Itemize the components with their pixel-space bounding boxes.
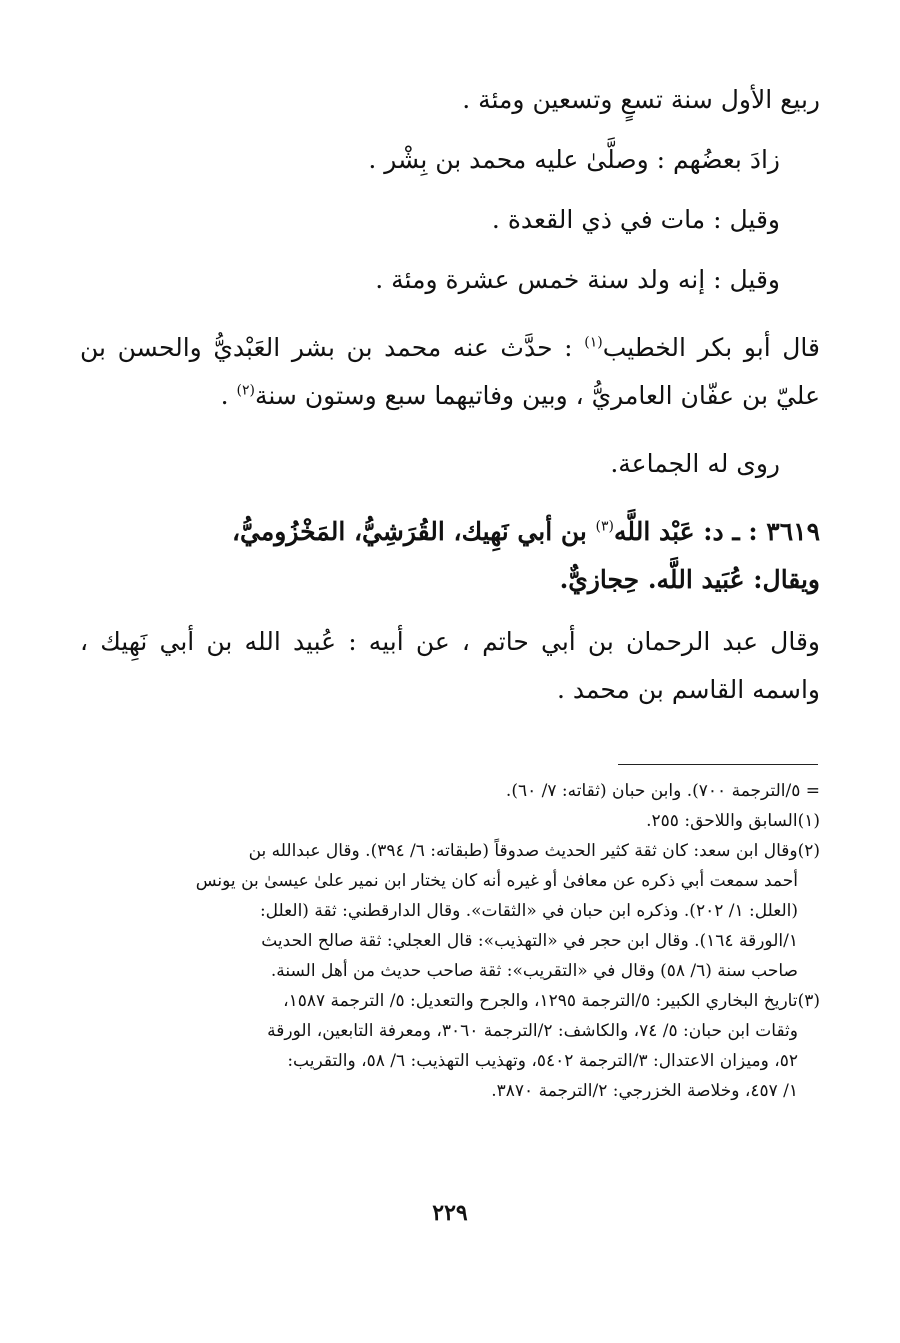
entry-name-rest: بن أبي نَهِيك، القُرَشِيُّ، المَخْزُوميُّ، bbox=[231, 517, 596, 546]
footnote-ref-2: (٢) bbox=[236, 382, 255, 399]
footnote-ref-1: (١) bbox=[584, 334, 603, 351]
footnote-3-line-3: ٥٢، وميزان الاعتدال: ٣/الترجمة ٥٤٠٢، وتهذيب التهذيب: ٦/ ٥٨، والتقريب: bbox=[287, 1051, 798, 1071]
footnote-3-line-1: تاريخ البخاري الكبير: ٥/الترجمة ١٢٩٥، والجرح والتعديل: ٥/ الترجمة ١٥٨٧، bbox=[283, 991, 798, 1011]
main-text bbox=[80, 70, 820, 714]
footnote-1-text: السابق واللاحق: ٢٥٥. bbox=[646, 811, 798, 831]
text-line-rabi: ربيع الأول سنة تسعٍ وتسعين ومئة . bbox=[462, 85, 820, 114]
page-number: ٢٢٩ bbox=[432, 1200, 468, 1226]
footnote-2-line-5: صاحب سنة (٦/ ٥٨) وقال في «التقريب»: ثقة صاحب حديث من أهل السنة. bbox=[270, 961, 798, 981]
text-line-jamaa: روى له الجماعة. bbox=[610, 449, 780, 478]
entry-number: ٣٦١٩ : ـ د: bbox=[703, 517, 820, 546]
footnotes bbox=[80, 776, 820, 1106]
khatib-text-start: قال أبو بكر الخطيب bbox=[602, 333, 820, 362]
footnote-2-line-3: (العلل: ١/ ٢٠٢). وذكره ابن حبان في «الثقات». وقال الدارقطني: ثقة (العلل: bbox=[259, 901, 798, 921]
entry-name-start: عَبْد اللَّه bbox=[614, 517, 704, 546]
footnote-1-mark: (١) bbox=[797, 811, 820, 831]
footnote-3 bbox=[80, 986, 820, 1106]
footnote-2-line-2: أحمد سمعت أبي ذكره عن معافىٰ أو غيره أنه كان يختار ابن نمير علىٰ عيسىٰ بن يونس bbox=[195, 871, 798, 891]
footnote-1 bbox=[80, 806, 820, 836]
khatib-text-end: . bbox=[220, 381, 237, 410]
khatib-text-body: : حدَّث عنه محمد بن بشر العَبْديُّ والحسن بن عليّ بن عفّان العامريُّ ، وبين وفاتيهما سبع وستون سنة bbox=[80, 333, 820, 410]
text-line-zada: زادَ بعضُهم : وصلَّىٰ عليه محمد بن بِشْر . bbox=[368, 145, 780, 174]
text-line-qila-1: وقيل : مات في ذي القعدة . bbox=[491, 205, 780, 234]
footnote-ref-3: (٣) bbox=[595, 518, 615, 535]
text-line-qila-2: وقيل : إنه ولد سنة خمس عشرة ومئة . bbox=[375, 265, 780, 294]
footnote-continuation: = ٥/الترجمة ٧٠٠). وابن حبان (ثقاته: ٧/ ٦٠). bbox=[505, 781, 820, 801]
footnote-3-mark: (٣) bbox=[797, 991, 820, 1011]
footnote-3-line-2: وثقات ابن حبان: ٥/ ٧٤، والكاشف: ٢/الترجمة ٣٠٦٠، ومعرفة التابعين، الورقة bbox=[267, 1021, 798, 1041]
footnote-2 bbox=[80, 836, 820, 986]
abi-hatim-paragraph: وقال عبد الرحمان بن أبي حاتم ، عن أبيه : عُبيد الله بن أبي نَهِيك ، واسمه القاسم بن محمد . bbox=[80, 627, 820, 704]
footnote-2-line-4: ١/الورقة ١٦٤). وقال ابن حجر في «التهذيب»: قال العجلي: ثقة صالح الحديث bbox=[261, 931, 798, 951]
entry-3619 bbox=[80, 508, 820, 604]
footnote-2-line-1: وقال ابن سعد: كان ثقة كثير الحديث صدوقاً (طبقاته: ٦/ ٣٩٤). وقال عبدالله بن bbox=[248, 841, 798, 861]
footnote-separator bbox=[618, 764, 818, 765]
entry-alt-name: ويقال: عُبَيد اللَّه. حِجازيٌّ. bbox=[559, 565, 820, 594]
footnote-3-line-4: ١/ ٤٥٧، وخلاصة الخزرجي: ٢/الترجمة ٣٨٧٠. bbox=[491, 1081, 798, 1101]
footnote-2-mark: (٢) bbox=[797, 841, 820, 861]
khatib-paragraph bbox=[80, 324, 820, 420]
